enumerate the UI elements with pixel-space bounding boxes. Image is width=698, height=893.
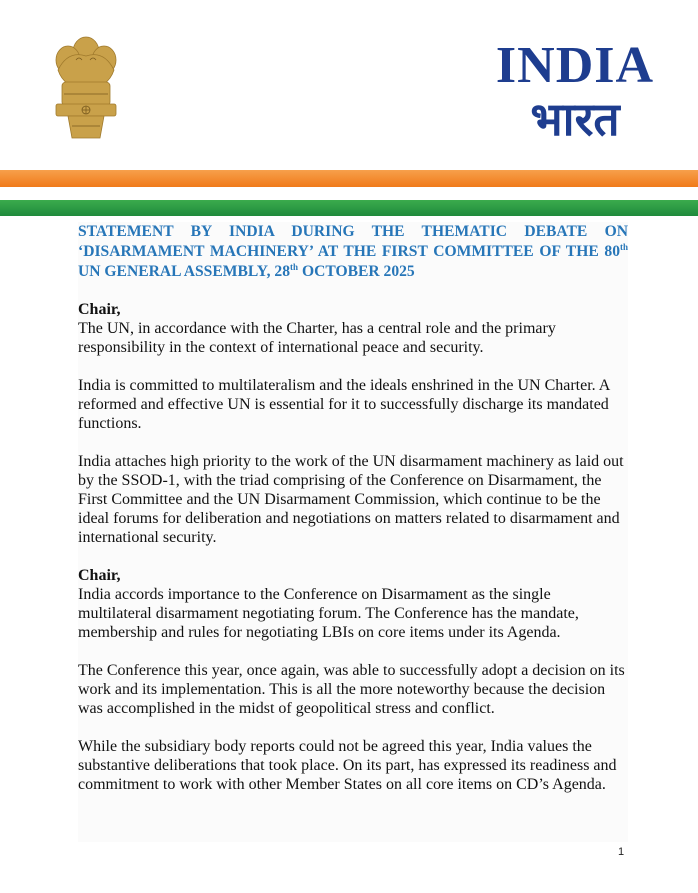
india-bharat-logo: [480, 37, 670, 146]
paragraph-3: India attaches high priority to the work of the UN disarmament machinery as laid out by the SSOD-1, with the triad comprising of the Conference on Disarmament, the First Committee and the UN Disarmament Commission, which continue to be the ideal forums for deliberation and negotiations on matters related to disarmament and international security.: [78, 453, 624, 546]
paragraph-4: India accords importance to the Conference on Disarmament as the single multilateral disarmament negotiating forum. The Conference has the mandate, membership and rules for negotiating LBIs on core items under its Agenda.: [78, 586, 579, 641]
statement-body: [78, 222, 628, 842]
white-band: [0, 187, 698, 200]
title-session-number: 80: [604, 243, 620, 260]
state-emblem-logo: [38, 30, 134, 170]
title-line-1: STATEMENT BY INDIA DURING THE THEMATIC DEBATE ON ‘DISARMAMENT MACHINERY’ AT THE FIRST COMMITTEE OF THE: [78, 223, 628, 260]
paragraph-1: The UN, in accordance with the Charter, has a central role and the primary responsibility in the context of international peace and security.: [78, 320, 556, 356]
brand-latin-text: INDIA: [495, 37, 655, 94]
page-number: 1: [618, 846, 625, 858]
title-date-rest: OCTOBER 2025: [298, 263, 415, 280]
saffron-band: [0, 170, 698, 187]
title-session-sup: th: [619, 241, 628, 252]
title-date-sup: th: [290, 261, 299, 272]
green-band: [0, 200, 698, 216]
paragraph-2: India is committed to multilateralism and the ideals enshrined in the UN Charter. A reformed and effective UN is essential for it to successfully discharge its mandated functions.: [78, 377, 610, 432]
paragraph-6: While the subsidiary body reports could not be agreed this year, India values the substantive deliberations that took place. On its part, has expressed its readiness and commitment to work with other Member States on all core items on CD’s Agenda.: [78, 738, 617, 793]
brand-hindi-text: भारत: [530, 92, 620, 146]
lion-capital-emblem: [38, 30, 134, 142]
paragraph-5: The Conference this year, once again, was able to successfully adopt a decision on its work and its implementation. This is all the more noteworthy because the decision was accomplished in the midst of geopolitical stress and conflict.: [78, 662, 625, 717]
salutation-chair: Chair,: [78, 301, 121, 318]
statement-title: [78, 222, 628, 282]
title-session-rest: UN GENERAL ASSEMBLY, 28: [78, 263, 291, 280]
salutation-chair-2: Chair,: [78, 567, 121, 584]
